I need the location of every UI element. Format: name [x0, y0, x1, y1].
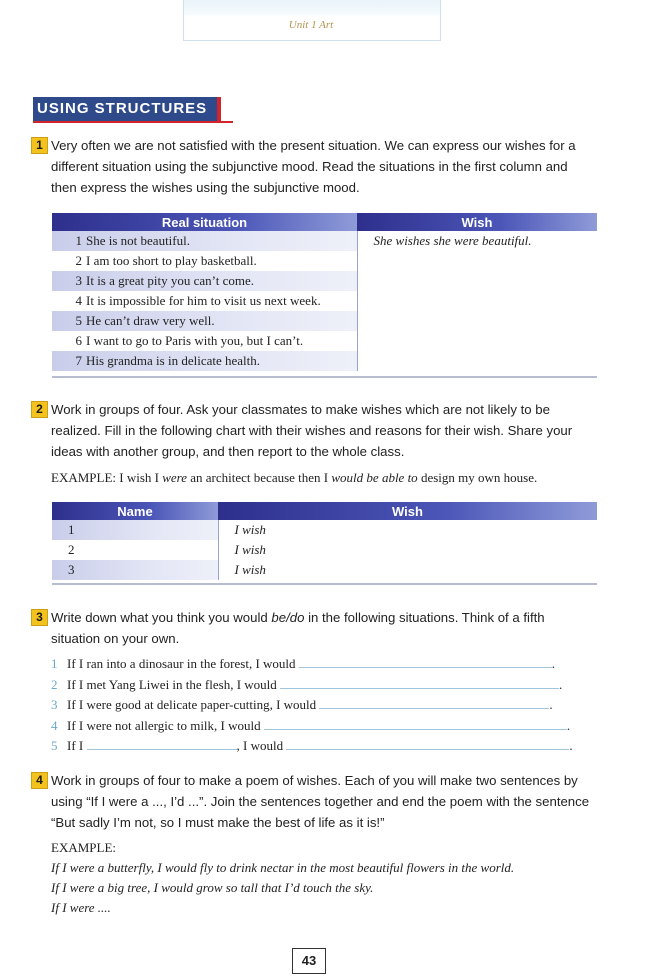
- example-text-a: I wish I: [116, 470, 163, 485]
- name-cell[interactable]: [52, 540, 218, 560]
- col-wish-2: Wish: [218, 502, 597, 520]
- exercise-4-example-lines: [51, 860, 611, 920]
- wish-cell[interactable]: [357, 271, 597, 291]
- real-situation-cell: [52, 331, 357, 351]
- real-situation-text: He can’t draw very well.: [86, 313, 215, 328]
- period: .: [549, 697, 553, 712]
- period: .: [551, 656, 556, 671]
- item-number: 5: [51, 738, 58, 753]
- situation-item: [51, 717, 596, 738]
- exercise-4-number: 4: [31, 772, 48, 789]
- wish-text: [358, 333, 374, 348]
- real-situation-text: I am too short to play basketball.: [86, 253, 257, 268]
- table-2-row: [52, 560, 597, 580]
- table-1-row: [52, 351, 597, 371]
- exercise-2-table: [52, 502, 597, 580]
- real-situation-cell: [52, 231, 357, 251]
- poem-example-line: If I were ....: [51, 900, 111, 915]
- example-text-e: design my own house.: [417, 470, 538, 485]
- example-label: EXAMPLE:: [51, 470, 116, 485]
- instr-text-b: be/do: [271, 610, 305, 625]
- period: .: [569, 738, 573, 753]
- name-cell[interactable]: [52, 520, 218, 540]
- poem-example-line: If I were a butterfly, I would fly to drink nectar in the most beautiful flowers in the world.: [51, 860, 515, 875]
- row-number: 1: [68, 522, 75, 537]
- row-number: 3: [75, 273, 82, 288]
- situation-text: If I were not allergic to milk, I would: [67, 717, 261, 733]
- period: .: [566, 717, 571, 733]
- exercise-2-number: 2: [31, 401, 48, 418]
- row-number: 3: [68, 562, 75, 577]
- real-situation-text: She is not beautiful.: [86, 233, 190, 248]
- row-number: 7: [75, 353, 82, 368]
- wish-cell[interactable]: [357, 291, 597, 311]
- answer-blank[interactable]: [280, 676, 559, 689]
- real-situation-text: His grandma is in delicate health.: [86, 353, 261, 368]
- answer-blank[interactable]: [299, 655, 552, 668]
- example-text-b: were: [162, 470, 188, 485]
- real-situation-text: It is a great pity you can’t come.: [86, 273, 254, 288]
- table-1-bottom-rule: [52, 376, 597, 378]
- wish-cell[interactable]: [218, 520, 597, 540]
- instr-text-c: in the following situations. Think of a fifth situation on your own.: [51, 610, 545, 646]
- answer-blank[interactable]: [264, 717, 567, 730]
- wish-text: [358, 353, 374, 368]
- item-number: 3: [51, 697, 58, 712]
- exercise-1-table: [52, 213, 597, 371]
- wish-cell[interactable]: [218, 540, 597, 560]
- exercise-3-number: 3: [31, 609, 48, 626]
- wish-cell[interactable]: [357, 251, 597, 271]
- real-situation-text: I want to go to Paris with you, but I can’t.: [86, 333, 304, 348]
- table-2-row: [52, 540, 597, 560]
- exercise-2-instruction: Work in groups of four. Ask your classmates to make wishes which are not likely to be realized. Fill in the following chart with their wishes and reasons for their wish. Share your ideas with another group, and then report to the whole class.: [51, 402, 573, 459]
- instr-text-a: Write down what you think you would: [51, 610, 272, 625]
- real-situation-cell: [52, 311, 357, 331]
- section-title: USING STRUCTURES: [33, 97, 221, 121]
- example-text-d: would be able to: [331, 470, 418, 485]
- real-situation-cell: [52, 251, 357, 271]
- answer-blank[interactable]: [319, 696, 549, 709]
- exercise-4-example-label: EXAMPLE:: [51, 840, 116, 855]
- col-name: Name: [52, 502, 218, 520]
- situation-item: [51, 655, 596, 676]
- answer-blank[interactable]: [286, 737, 569, 750]
- wish-cell[interactable]: [357, 351, 597, 371]
- table-2-bottom-rule: [52, 583, 597, 585]
- row-number: 4: [75, 293, 82, 308]
- wish-cell[interactable]: [357, 311, 597, 331]
- table-1-row: [52, 331, 597, 351]
- row-number: 2: [75, 253, 82, 268]
- wish-text: [358, 313, 374, 328]
- wish-cell[interactable]: [218, 560, 597, 580]
- page-number: 43: [292, 948, 326, 974]
- situation-item: [51, 676, 596, 697]
- item-number: 1: [51, 656, 58, 671]
- col-wish: Wish: [357, 213, 597, 231]
- name-cell[interactable]: [52, 560, 218, 580]
- wish-text: [358, 293, 374, 308]
- wish-text: [358, 253, 374, 268]
- real-situation-cell: [52, 271, 357, 291]
- exercise-1-instruction: Very often we are not satisfied with the present situation. We can express our wishes for a different situation using the subjunctive mood. Read the situations in the first column and then express the wishes using the subjunctive mood.: [51, 138, 576, 195]
- wish-prompt: I wish: [234, 562, 266, 577]
- real-situation-cell: [52, 291, 357, 311]
- table-2-row: [52, 520, 597, 540]
- situation-text: If I ran into a dinosaur in the forest, I would: [67, 656, 296, 671]
- row-number: 6: [75, 333, 82, 348]
- poem-example-line: If I were a big tree, I would grow so tall that I’d touch the sky.: [51, 880, 374, 895]
- table-1-row: [52, 291, 597, 311]
- period: .: [559, 676, 563, 692]
- exercise-2-example: [51, 470, 611, 486]
- col-real-situation: Real situation: [52, 213, 357, 231]
- situation-text: If I: [67, 738, 84, 753]
- real-situation-cell: [52, 351, 357, 371]
- table-1-row: [52, 311, 597, 331]
- wish-cell[interactable]: [357, 331, 597, 351]
- exercise-3-instruction: [51, 607, 596, 649]
- table-1-row: [52, 251, 597, 271]
- wish-cell[interactable]: [357, 231, 597, 251]
- item-number: 2: [51, 676, 58, 692]
- wish-text: [358, 273, 374, 288]
- section-title-underline: [33, 121, 233, 123]
- row-number: 5: [75, 313, 82, 328]
- exercise-1-number: 1: [31, 137, 48, 154]
- situation-text: If I were good at delicate paper-cutting, I would: [67, 697, 317, 712]
- row-number: 2: [68, 542, 75, 557]
- table-1-row: [52, 231, 597, 251]
- situation-item: [51, 696, 596, 717]
- answer-blank[interactable]: [87, 737, 237, 750]
- table-1-row: [52, 271, 597, 291]
- real-situation-text: It is impossible for him to visit us next week.: [86, 293, 321, 308]
- wish-prompt: I wish: [234, 522, 266, 537]
- row-number: 1: [75, 233, 82, 248]
- item-number: 4: [51, 717, 58, 733]
- exercise-3-list: [51, 655, 596, 758]
- situation-text-2: , I would: [236, 738, 284, 753]
- wish-prompt: I wish: [234, 542, 266, 557]
- wish-text: She wishes she were beautiful.: [373, 233, 532, 248]
- situation-text: If I met Yang Liwei in the flesh, I would: [67, 676, 277, 692]
- exercise-4-instruction: Work in groups of four to make a poem of wishes. Each of you will make two sentences by using “If I were a ..., I’d ...”. Join the sentences together and end the poem with the sentence “But sadly I’m not, so I must make the best of life as it is!”: [51, 773, 590, 830]
- situation-item: [51, 737, 596, 758]
- unit-label: Unit 1 Art: [288, 19, 334, 31]
- example-text-c: an architect because then I: [187, 470, 332, 485]
